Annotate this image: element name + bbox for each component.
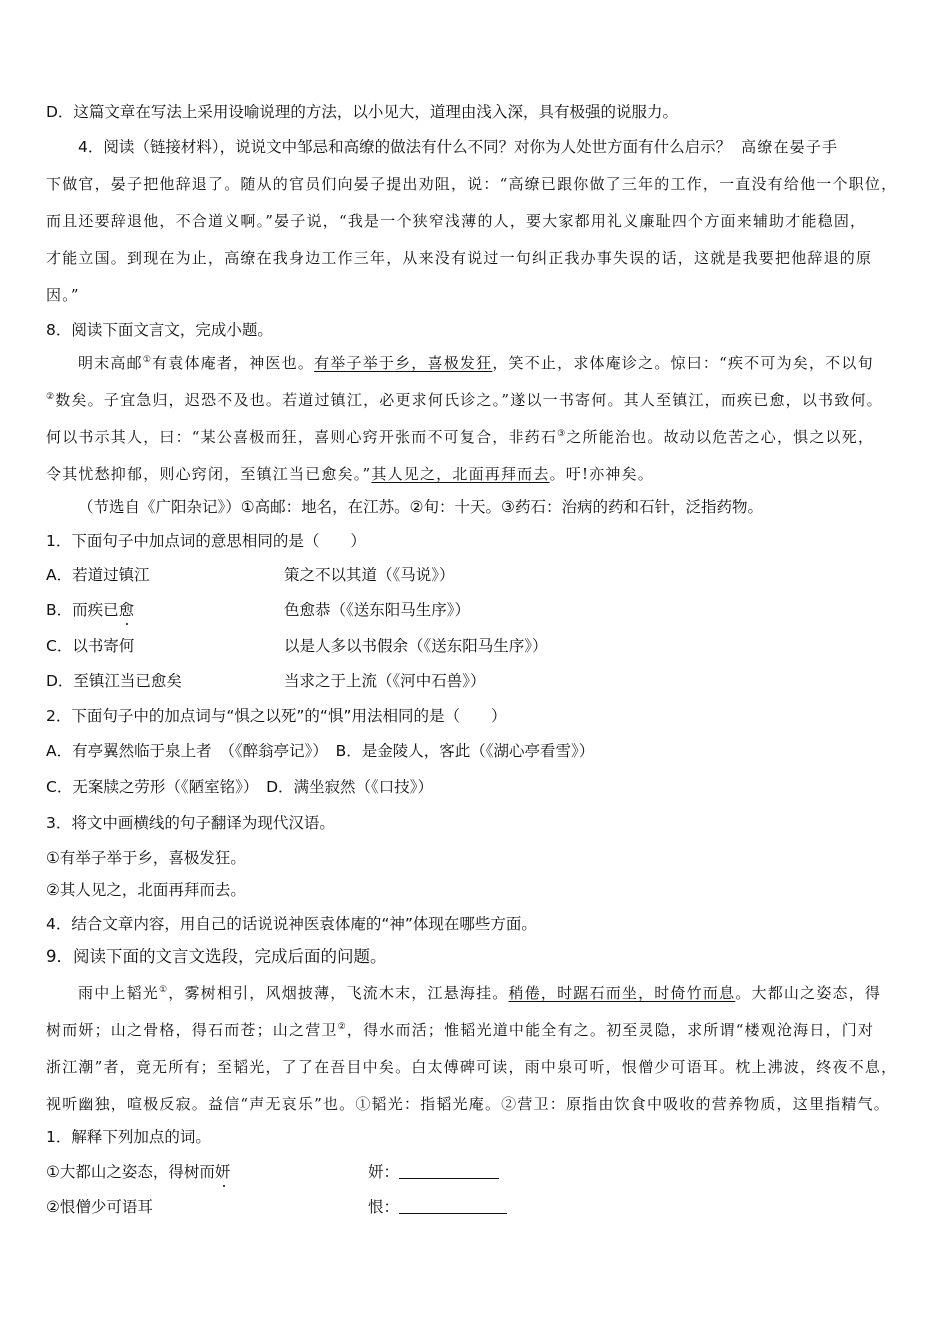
material-line-4: 才能立国。到现在为止，高缭在我身边工作三年，从来没有说过一句纠正我办事失误的话，这就是我要把他辞退的原 <box>46 249 873 267</box>
option-b-right: 色愈恭（《送东阳马生序》） <box>284 601 471 619</box>
option-a-right: 策之不以其道（《马说》） <box>284 566 455 584</box>
passage-9-line-1: 雨中上韬光①，雾树相引，风烟披薄，飞流木末，江悬海挂。稍倦，时踞石而坐，时倚竹而息。大都山之姿态，得 <box>78 984 882 1002</box>
q9-item-2-left: ②恨僧少可语耳 <box>46 1198 153 1216</box>
subquestion-1-prompt: 1．下面句子中加点词的意思相同的是（ ） <box>46 532 366 550</box>
option-d-left: D．至镇江当已愈矣 <box>46 672 182 690</box>
translate-item-2: ②其人见之，北面再拜而去。 <box>46 881 246 899</box>
answer-blank-2[interactable] <box>399 1199 507 1214</box>
subquestion-2-options-cd: C．无案牍之劳形（《陋室铭》） D．满坐寂然（《口技》） <box>46 778 434 796</box>
option-c-left: C．以书寄何 <box>46 637 135 655</box>
question-4-line: 4．阅读（链接材料），说说文中邹忌和高缭的做法有什么不同？对你为人处世方面有什么启示？ 高缭在晏子手 <box>78 138 839 156</box>
passage-9-line-2: 树而妍；山之骨格，得石而苍；山之营卫②，得水而活；惟韬光道中能全有之。初至灵隐，求所谓“楼观沧海日，门对 <box>46 1021 875 1039</box>
material-line-5: 因。” <box>46 286 80 304</box>
passage-8-line-1: 明末高邮①有袁体庵者，神医也。有举子举于乡，喜极发狂，笑不止，求体庵诊之。惊曰：“疾不可为矣，不以旬 <box>78 354 874 372</box>
q9-subquestion-1-prompt: 1．解释下列加点的词。 <box>46 1128 211 1146</box>
question-9-heading: 9．阅读下面的文言文选段，完成后面的问题。 <box>46 947 387 966</box>
option-d-line: D．这篇文章在写法上采用设喻说理的方法，以小见大，道理由浅入深，具有极强的说服力。 <box>46 103 678 121</box>
material-line-3: 而且还要辞退他，不合道义啊。”晏子说，“我是一个狭窄浅薄的人，要大家都用礼义廉耻四个方面来辅助才能稳固， <box>46 212 867 230</box>
subquestion-4-prompt: 4．结合文章内容，用自己的话说说神医袁体庵的“神”体现在哪些方面。 <box>46 915 537 933</box>
q9-item-1-left: ①大都山之姿态，得树而妍 <box>46 1163 231 1181</box>
translate-item-1: ①有举子举于乡，喜极发狂。 <box>46 849 246 867</box>
subquestion-3-prompt: 3．将文中画横线的句子翻译为现代汉语。 <box>46 814 335 832</box>
q9-item-2-answer: 恨： <box>368 1196 507 1218</box>
underlined-sentence-1: 有举子举于乡，喜极发狂 <box>314 354 493 372</box>
option-d-right: 当求之于上流（《河中石兽》） <box>284 672 486 690</box>
source-notes: （节选自《广阳杂记》）①高邮：地名，在江苏。②旬：十天。③药石：治病的药和石针，泛指药物。 <box>78 498 763 516</box>
underlined-sentence-3: 稍倦，时踞石而坐，时倚竹而息 <box>508 984 736 1002</box>
material-line-2: 下做官，晏子把他辞退了。随从的官员们向晏子提出劝阻，说：“高缭已跟你做了三年的工作，一直没有给他一个职位， <box>46 175 898 193</box>
underlined-sentence-2: 其人见之，北面再拜而去 <box>371 465 550 483</box>
dotted-char: 愈 <box>118 601 135 619</box>
passage-9-line-3: 浙江潮”者，竟无所有；至韬光，了了在吾目中矣。白太傅碑可读，雨中泉可听，恨僧少可语耳。枕上沸波，终夜不息， <box>46 1058 898 1076</box>
subquestion-2-prompt: 2．下面句子中的加点词与“惧之以死”的“惧”用法相同的是（ ） <box>46 707 507 725</box>
passage-8-line-4: 令其忧愁抑郁，则心窍闭，至镇江当已愈矣。”其人见之，北面再拜而去。吁!亦神矣。 <box>46 465 655 483</box>
option-a-left: A．若道过镇江 <box>46 566 150 584</box>
subquestion-2-options-ab: A．有亭翼然临于泉上者 （《醉翁亭记》） B．是金陵人，客此（《湖心亭看雪》） <box>46 742 595 760</box>
dotted-char: 妍 <box>214 1163 231 1181</box>
q9-item-1-answer: 妍： <box>368 1161 499 1183</box>
answer-blank-1[interactable] <box>399 1164 499 1179</box>
passage-9-line-4: 视听幽独，喧极反寂。益信“声无哀乐”也。①韬光：指韬光庵。②营卫：原指由饮食中吸收的营养物质，这里指精气。 <box>46 1095 890 1113</box>
option-b-left: B．而疾已愈 <box>46 601 135 619</box>
passage-8-line-3: 何以书示其人，曰：“某公喜极而狂，喜则心窍开张而不可复合，非药石③之所能治也。故动以危苦之心，惧之以死， <box>46 428 875 446</box>
question-8-heading: 8．阅读下面文言文，完成小题。 <box>46 321 273 339</box>
passage-8-line-2: ②数矣。子宜急归，迟恐不及也。若道过镇江，必更求何氏诊之。”遂以一书寄何。其人至镇江，而疾已愈，以书致何。 <box>46 391 883 409</box>
option-c-right: 以是人多以书假余（《送东阳马生序》） <box>284 637 548 655</box>
